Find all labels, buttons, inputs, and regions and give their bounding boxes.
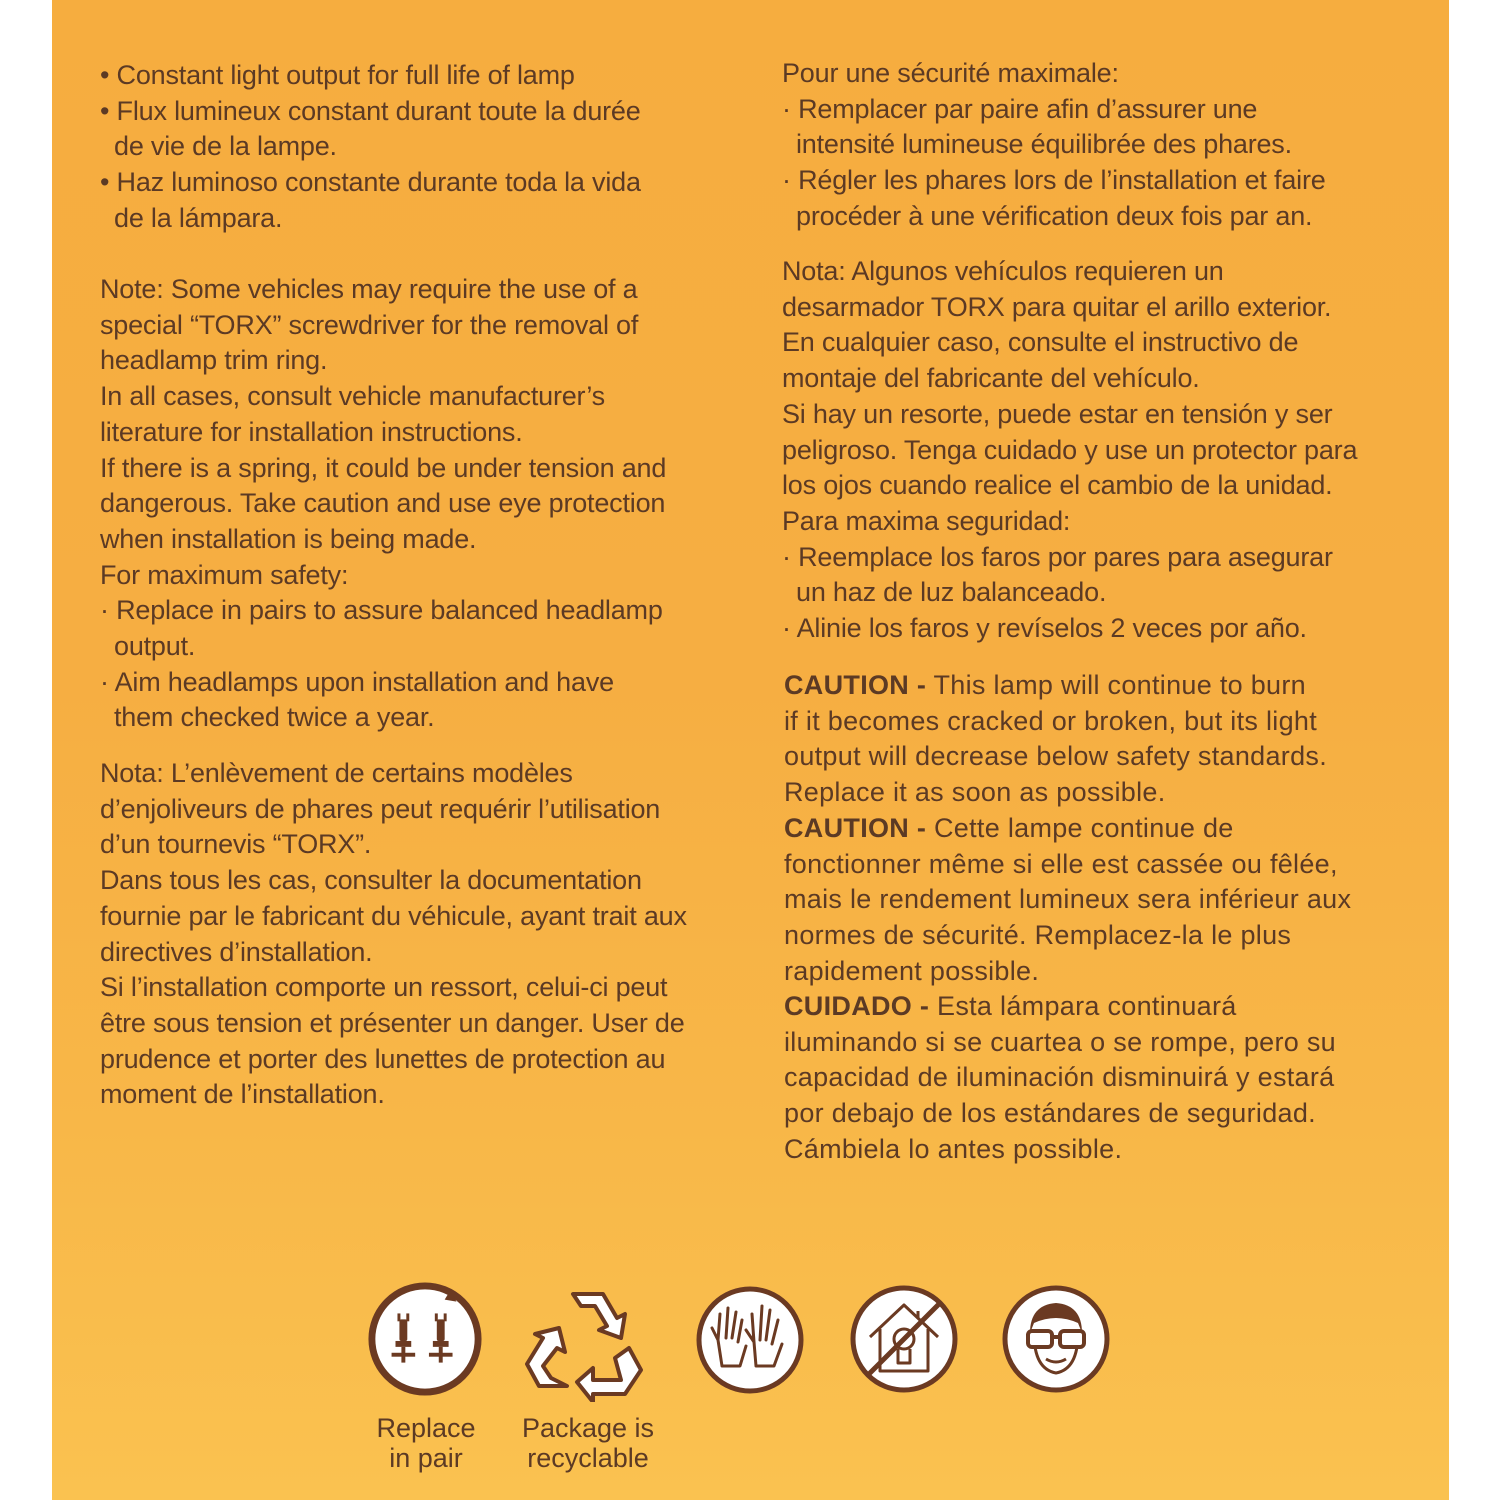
bullet-en: • Constant light output for full life of lamp: [100, 60, 575, 90]
caution-text: Cette lampe continue de: [934, 813, 1234, 843]
label-line: recyclable: [527, 1443, 649, 1473]
caution-french: [784, 811, 1434, 990]
note-line: d’enjoliveurs de phares peut requérir l’utilisation: [100, 793, 661, 824]
note-line: · Alinie los faros y revíselos 2 veces por año.: [782, 613, 1307, 644]
caution-text: capacidad de iluminación disminuirá y estará: [784, 1062, 1335, 1093]
safety-line: · Remplacer par paire afin d’assurer une: [782, 93, 1258, 124]
note-line: · Aim headlamps upon installation and have: [100, 666, 614, 697]
replace-in-pair-label: [346, 1413, 506, 1473]
note-line: output.: [114, 631, 196, 662]
recyclable-label: [506, 1413, 670, 1473]
caution-text: normes de sécurité. Remplacez-la le plus: [784, 920, 1292, 951]
bullet-es: • Haz luminoso constante durante toda la vida: [100, 167, 641, 198]
safety-french: [782, 56, 1432, 235]
caution-english: [784, 668, 1434, 811]
label-line: Package is: [521, 1413, 655, 1443]
note-line: literature for installation instructions.: [100, 416, 523, 447]
note-line: · Replace in pairs to assure balanced headlamp: [100, 595, 663, 626]
safety-line: intensité lumineuse équilibrée des phares.: [796, 129, 1292, 160]
label-line: Replace: [376, 1413, 476, 1443]
caution-heading: CAUTION -: [784, 813, 927, 843]
bullet-fr-cont: de vie de la lampe.: [114, 131, 337, 162]
note-line: them checked twice a year.: [114, 702, 435, 733]
note-line: Dans tous les cas, consulter la documentation: [100, 865, 642, 896]
note-line: un haz de luz balanceado.: [796, 577, 1107, 608]
note-english: [100, 272, 740, 736]
note-line: special “TORX” screwdriver for the removal of: [100, 309, 639, 340]
bullet-es-cont: de la lámpara.: [114, 202, 283, 233]
note-line: fournie par le fabricant du véhicule, ayant trait aux: [100, 900, 687, 931]
note-line: peligroso. Tenga cuidado y use un protector para: [782, 434, 1358, 465]
note-line: Nota: Algunos vehículos requieren un: [782, 256, 1224, 286]
note-line: prudence et porter des lunettes de protection au: [100, 1043, 666, 1074]
safety-glasses-icon: [1000, 1283, 1112, 1395]
note-line: If there is a spring, it could be under tension and: [100, 452, 667, 483]
caution-text: output will decrease below safety standards.: [784, 741, 1327, 772]
caution-text: iluminando si se cuartea o se rompe, pero su: [784, 1026, 1336, 1057]
safety-line: · Régler les phares lors de l’installation et faire: [782, 165, 1326, 196]
note-line: Note: Some vehicles may require the use of a: [100, 274, 638, 304]
replace-in-pair-icon: [366, 1280, 484, 1398]
caution-text: fonctionner même si elle est cassée ou fêlée,: [784, 848, 1338, 879]
caution-text: Esta lámpara continuará: [937, 991, 1237, 1021]
note-line: · Reemplace los faros por pares para asegurar: [782, 541, 1333, 572]
caution-text: rapidement possible.: [784, 955, 1040, 986]
bullet-fr: • Flux lumineux constant durant toute la durée: [100, 95, 641, 126]
feature-bullets: [100, 58, 740, 237]
gloves-icon: [694, 1284, 806, 1396]
note-line: directives d’installation.: [100, 936, 373, 967]
note-line: montaje del fabricante del vehículo.: [782, 363, 1200, 394]
caution-heading: CAUTION -: [784, 670, 927, 700]
note-line: Si l’installation comporte un ressort, celui-ci peut: [100, 972, 668, 1003]
note-spanish: [782, 254, 1432, 647]
caution-text: Replace it as soon as possible.: [784, 777, 1166, 808]
caution-heading: CUIDADO -: [784, 991, 930, 1021]
caution-spanish: [784, 989, 1434, 1168]
caution-text: Cámbiela lo antes possible.: [784, 1133, 1123, 1164]
safety-line: Pour une sécurité maximale:: [782, 58, 1119, 88]
note-line: when installation is being made.: [100, 523, 477, 554]
note-line: dangerous. Take caution and use eye protection: [100, 488, 666, 519]
safety-line: procéder à une vérification deux fois par an.: [796, 200, 1313, 231]
no-indoor-use-icon: [848, 1283, 960, 1395]
caution-text: if it becomes cracked or broken, but its light: [784, 705, 1318, 736]
note-line: desarmador TORX para quitar el arillo exterior.: [782, 291, 1332, 322]
note-line: headlamp trim ring.: [100, 345, 328, 376]
caution-text: mais le rendement lumineux sera inférieur aux: [784, 884, 1352, 915]
note-line: Para maxima seguridad:: [782, 505, 1071, 536]
recycle-icon: [525, 1282, 651, 1402]
caution-text: This lamp will continue to burn: [933, 670, 1306, 700]
note-line: los ojos cuando realice el cambio de la unidad.: [782, 470, 1333, 501]
note-line: moment de l’installation.: [100, 1079, 385, 1110]
note-line: être sous tension et présenter un danger. User de: [100, 1007, 685, 1038]
label-line: in pair: [389, 1443, 463, 1473]
note-line: d’un tournevis “TORX”.: [100, 829, 372, 860]
note-line: Si hay un resorte, puede estar en tensión y ser: [782, 398, 1333, 429]
caution-text: por debajo de los estándares de seguridad.: [784, 1098, 1316, 1129]
note-line: Nota: L’enlèvement de certains modèles: [100, 758, 573, 788]
note-line: For maximum safety:: [100, 559, 349, 590]
note-line: En cualquier caso, consulte el instructivo de: [782, 327, 1299, 358]
note-line: In all cases, consult vehicle manufacturer’s: [100, 381, 605, 412]
note-french: [100, 756, 740, 1113]
